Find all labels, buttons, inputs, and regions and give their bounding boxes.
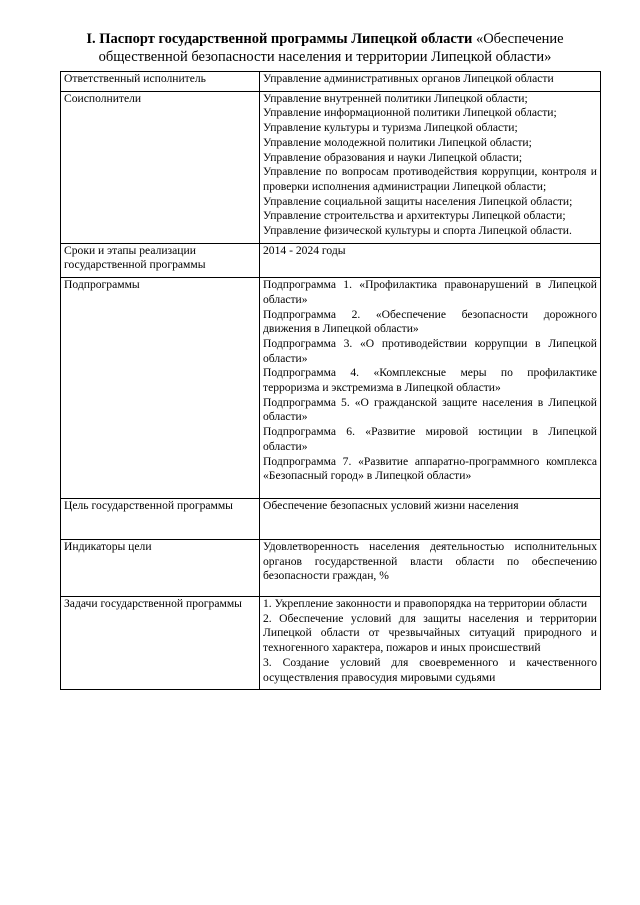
row-value (260, 91, 601, 243)
value-line: Подпрограмма 7. «Развитие аппаратно-программного комплекса «Безопасный город» в Липецкой области» (263, 454, 597, 483)
row-label: Задачи государственной программы (61, 596, 260, 689)
row-label: Подпрограммы (61, 278, 260, 499)
value-line: Подпрограмма 5. «О гражданской защите населения в Липецкой области» (263, 395, 597, 424)
row-value (260, 243, 601, 277)
value-line: Управление физической культуры и спорта Липецкой области. (263, 224, 572, 238)
table-row-terms (61, 243, 601, 277)
row-label: Ответственный исполнитель (61, 72, 260, 92)
document-title-bold: I. Паспорт государственной программы Липецкой области (86, 31, 473, 47)
table-row-subprograms (61, 278, 601, 499)
table-row-goal (61, 498, 601, 539)
value-line: Управление строительства и архитектуры Липецкой области; (263, 209, 566, 223)
row-value (260, 278, 601, 499)
value-line: Управление образования и науки Липецкой области; (263, 150, 523, 164)
value-line: Подпрограмма 2. «Обеспечение безопасности дорожного движения в Липецкой области» (263, 307, 597, 336)
value-line: Управление внутренней политики Липецкой области; (263, 91, 528, 105)
row-value (260, 539, 601, 596)
value-line: 2014 - 2024 годы (263, 243, 346, 257)
table-row-coexecutors (61, 91, 601, 243)
row-label: Сроки и этапы реализации государственной программы (61, 243, 260, 277)
document-title-regular: «Обеспечение общественной безопасности населения и территории Липецкой области» (98, 31, 564, 65)
value-line: Управление социальной защиты населения Липецкой области; (263, 194, 573, 208)
value-line: Удовлетворенность населения деятельностью исполнительных органов государственной власти области по обеспечению безопасности граждан, % (263, 539, 597, 583)
row-value (260, 596, 601, 689)
table-row-tasks (61, 596, 601, 689)
value-line: Обеспечение безопасных условий жизни населения (263, 498, 519, 512)
row-value (260, 498, 601, 539)
row-label: Соисполнители (61, 91, 260, 243)
table-row-indicators (61, 539, 601, 596)
row-label: Индикаторы цели (61, 539, 260, 596)
value-line: Подпрограмма 6. «Развитие мировой юстиции в Липецкой области» (263, 425, 597, 453)
document-title (60, 30, 590, 66)
value-line: 2. Обеспечение условий для защиты населения и территории Липецкой области от чрезвычайных ситуаций природного и техногенного характера, пожаров и иных происшествий (263, 611, 597, 655)
value-line: Управление культуры и туризма Липецкой области; (263, 121, 518, 135)
program-passport-table (60, 71, 601, 690)
row-label: Цель государственной программы (61, 498, 260, 539)
value-line: Управление по вопросам противодействия коррупции, контроля и проверки исполнения администрации Липецкой области; (263, 165, 597, 193)
value-line: 1. Укрепление законности и правопорядка на территории области (263, 596, 588, 610)
value-line: Подпрограмма 3. «О противодействии коррупции в Липецкой области» (263, 336, 597, 365)
value-line: Подпрограмма 4. «Комплексные меры по профилактике терроризма и экстремизма в Липецкой области» (263, 366, 597, 395)
value-line: 3. Создание условий для своевременного и качественного осуществления правосудия мировыми судьями (263, 655, 597, 684)
row-value (260, 72, 601, 92)
value-line: Управление информационной политики Липецкой области; (263, 106, 557, 120)
value-line: Управление административных органов Липецкой области (263, 72, 554, 85)
value-line: Подпрограмма 1. «Профилактика правонарушений в Липецкой области» (263, 278, 597, 306)
value-line: Управление молодежной политики Липецкой области; (263, 135, 532, 149)
table-row-responsible (61, 72, 601, 92)
